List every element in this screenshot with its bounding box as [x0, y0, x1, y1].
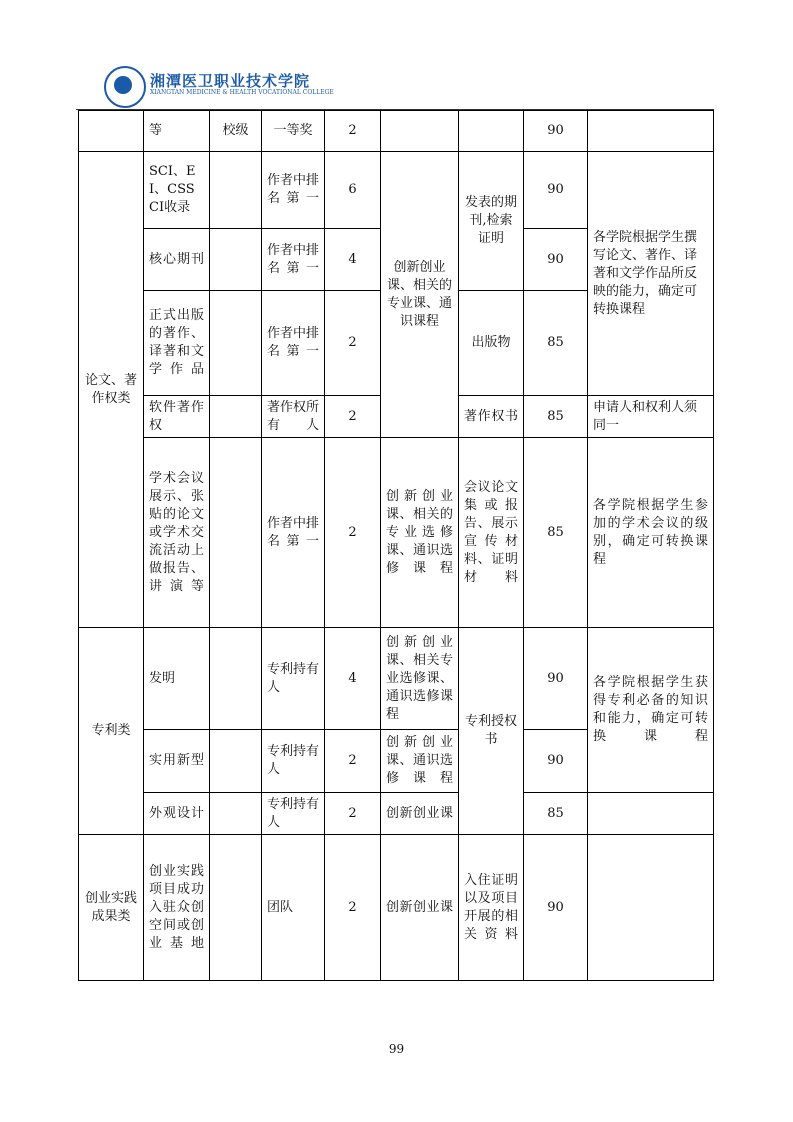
author-cell: 作者中排名第一 — [262, 229, 325, 291]
author-cell: 著作权所有人 — [262, 396, 325, 438]
score-cell: 85 — [524, 793, 588, 835]
credit-conversion-table — [78, 110, 714, 981]
table-row — [79, 835, 714, 981]
item-cell: 软件著作权 — [144, 396, 210, 438]
author-cell: 团队 — [262, 835, 325, 981]
author-cell: 作者中排名第一 — [262, 291, 325, 396]
table-row — [79, 438, 714, 628]
proof-cell: 专利授权书 — [459, 628, 524, 835]
score-cell: 85 — [524, 396, 588, 438]
header-logo — [104, 66, 334, 106]
table-row — [79, 793, 714, 835]
category-cell: 论文、著作权类 — [79, 152, 144, 628]
score-cell: 90 — [524, 111, 588, 152]
note-cell: 各学院根据学生撰写论文、著作、译著和文学作品所反映的能力，确定可转换课程 — [588, 152, 714, 396]
course-cell: 创新创业课 — [381, 793, 459, 835]
author-cell: 专利持有人 — [262, 730, 325, 793]
course-cell: 创新创业课、相关的专业课、通识课程 — [381, 152, 459, 438]
course-cell: 创新创业课、相关专业选修课、通识选修课程 — [381, 628, 459, 730]
page-number: 99 — [388, 1042, 405, 1056]
credit-cell: 2 — [325, 396, 381, 438]
category-cell: 创业实践成果类 — [79, 835, 144, 981]
item-cell: 发明 — [144, 628, 210, 730]
score-cell: 85 — [524, 438, 588, 628]
score-cell: 90 — [524, 835, 588, 981]
score-cell: 90 — [524, 628, 588, 730]
credit-cell: 2 — [325, 835, 381, 981]
table-row — [79, 152, 714, 229]
score-cell: 90 — [524, 730, 588, 793]
credit-cell: 2 — [325, 793, 381, 835]
author-cell: 作者中排名第一 — [262, 152, 325, 229]
level-cell: 校级 — [210, 111, 262, 152]
table-row — [79, 628, 714, 730]
item-cell: 实用新型 — [144, 730, 210, 793]
college-emblem-icon — [104, 66, 146, 108]
credit-cell: 2 — [325, 438, 381, 628]
score-cell: 85 — [524, 291, 588, 396]
proof-cell: 著作权书 — [459, 396, 524, 438]
credit-cell: 6 — [325, 152, 381, 229]
credit-cell: 4 — [325, 229, 381, 291]
course-cell: 创新创业课、通识选修课程 — [381, 730, 459, 793]
score-cell: 90 — [524, 152, 588, 229]
college-name-cn: 湘潭医卫职业技术学院 — [150, 72, 311, 90]
item-cell: 外观设计 — [144, 793, 210, 835]
note-cell: 各学院根据学生参加的学术会议的级别，确定可转换课程 — [588, 438, 714, 628]
credit-cell: 4 — [325, 628, 381, 730]
author-cell: 专利持有人 — [262, 628, 325, 730]
table-row — [79, 111, 714, 152]
credit-cell: 2 — [325, 730, 381, 793]
course-cell: 创新创业课、相关的专业选修课、通识选修课程 — [381, 438, 459, 628]
course-cell: 创新创业课 — [381, 835, 459, 981]
item-cell: 学术会议展示、张贴的论文或学术交流活动上做报告、讲演等 — [144, 438, 210, 628]
category-cell: 专利类 — [79, 628, 144, 835]
credit-cell: 2 — [325, 291, 381, 396]
proof-cell: 出版物 — [459, 291, 524, 396]
note-cell: 申请人和权利人须同一 — [588, 396, 714, 438]
item-cell: 等 — [144, 111, 210, 152]
author-cell: 专利持有人 — [262, 793, 325, 835]
item-cell: SCI、EI、CSSCI收录 — [144, 152, 210, 229]
proof-cell: 会议论文集或报告、展示宣传材料、证明材料 — [459, 438, 524, 628]
author-cell: 作者中排名第一 — [262, 438, 325, 628]
credit-cell: 2 — [325, 111, 381, 152]
item-cell: 创业实践项目成功入驻众创空间或创业基地 — [144, 835, 210, 981]
score-cell: 90 — [524, 229, 588, 291]
college-name-en: XIANGTAN MEDICINE & HEALTH VOCATIONAL COLLEGE — [150, 89, 334, 96]
proof-cell: 发表的期刊,检索证明 — [459, 152, 524, 291]
proof-cell: 入住证明以及项目开展的相关资料 — [459, 835, 524, 981]
note-cell: 各学院根据学生获得专利必备的知识和能力，确定可转换课程 — [588, 628, 714, 793]
grade-cell: 一等奖 — [262, 111, 325, 152]
item-cell: 核心期刊 — [144, 229, 210, 291]
item-cell: 正式出版的著作、译著和文学作品 — [144, 291, 210, 396]
